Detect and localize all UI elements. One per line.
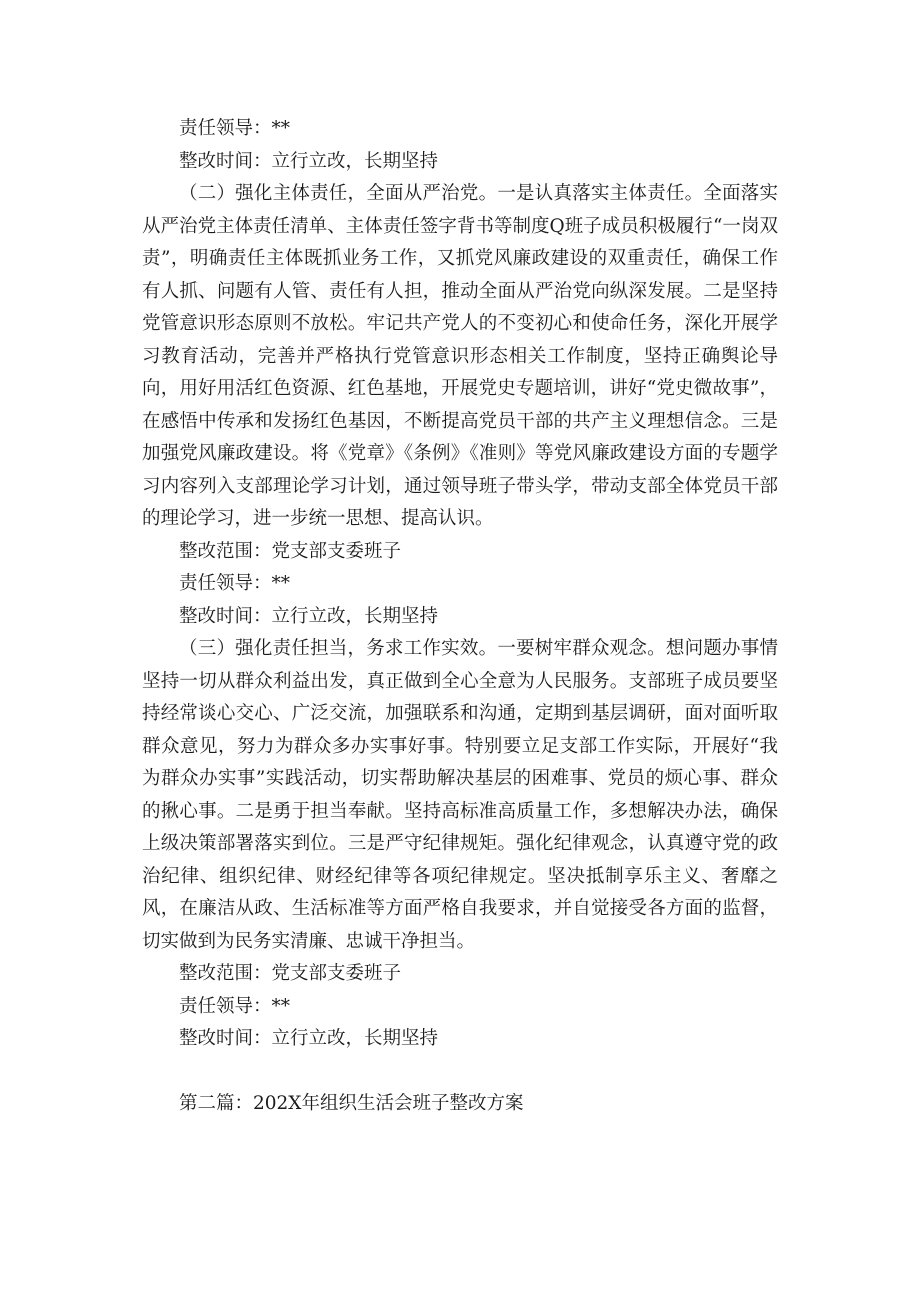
rectification-time-line: 整改时间：立行立改，长期坚持 <box>179 150 439 172</box>
responsible-leader-line: 责任领导：** <box>179 118 291 139</box>
responsible-leader-line: 责任领导：** <box>179 573 291 594</box>
section-two-paragraph: （二）强化主体责任，全面从严治党。一是认真落实主体责任。全面落实从严治党主体责任清单、主体责任签字背书等制度Q班子成员积极履行“一岗双责”，明确责任主体既抓业务工作，又抓党风廉政建设的双重责任，确保工作有人抓、问题有人管、责任有人担，推动全面从严治党向纵深发展。二是坚持党管意识形态原则不放松。牢记共产党人的不变初心和使命任务，深化开展学习教育活动，完善并严格执行党管意识形态相关工作制度，坚持正确舆论导向，用好用活红色资源、红色基地，开展党史专题培训，讲好“党史微故事”，在感悟中传承和发扬红色基因，不断提高党员干部的共产主义理想信念。三是加强党风廉政建设。将《党章》《条例》《准则》等党风廉政建设方面的专题学习内容列入支部理论学习计划，通过领导班子带头学，带动支部全体党员干部的理论学习，进一步统一思想、提高认识。 <box>142 183 778 529</box>
rectification-scope-line: 整改范围：党支部支委班子 <box>179 963 402 984</box>
responsible-leader-line: 责任领导：** <box>179 995 291 1017</box>
rectification-time-line: 整改时间：立行立改，长期坚持 <box>179 605 439 627</box>
rectification-time-line: 整改时间：立行立改，长期坚持 <box>179 1028 439 1049</box>
rectification-scope-line: 整改范围：党支部支委班子 <box>179 540 402 562</box>
next-article-title: 第二篇：202X年组织生活会班子整改方案 <box>179 1092 524 1114</box>
section-three-paragraph: （三）强化责任担当，务求工作实效。一要树牢群众观念。想问题办事情坚持一切从群众利益出发，真正做到全心全意为人民服务。支部班子成员要坚持经常谈心交心、广泛交流，加强联系和沟通，定期到基层调研，面对面听取群众意见，努力为群众多办实事好事。特别要立足支部工作实际，开展好“我为群众办实事”实践活动，切实帮助解决基层的困难事、党员的烦心事、群众的揪心事。二是勇于担当奉献。坚持高标准高质量工作，多想解决办法，确保上级决策部署落实到位。三是严守纪律规矩。强化纪律观念，认真遵守党的政治纪律、组织纪律、财经纪律等各项纪律规定。坚决抵制享乐主义、奢靡之风，在廉洁从政、生活标准等方面严格自我要求，并自觉接受各方面的监督，切实做到为民务实清廉、忠诚干净担当。 <box>142 638 778 952</box>
section-spacer <box>142 1056 778 1088</box>
document-page <box>142 113 778 1120</box>
